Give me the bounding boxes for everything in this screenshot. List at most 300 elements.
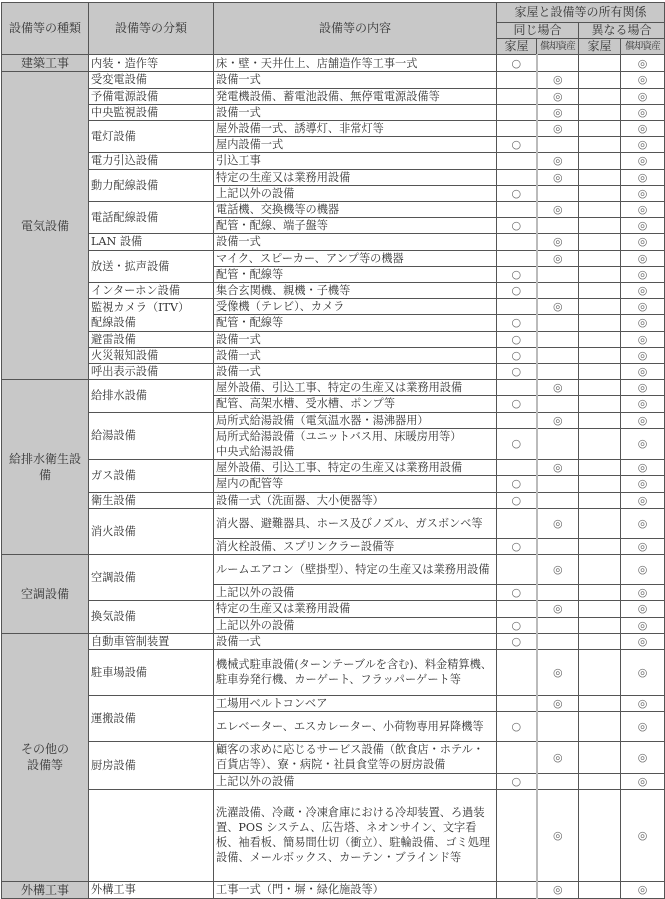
mark-same-house: ○ — [497, 538, 537, 554]
mark-same-house: ○ — [497, 476, 537, 492]
mark-same-depreciable — [537, 617, 579, 633]
equipment-category — [89, 250, 214, 282]
equipment-content — [214, 137, 497, 153]
equipment-content — [214, 202, 497, 218]
equipment-content-text: 配管・配線、端子盤等 — [216, 219, 328, 233]
equipment-type-label-line2: 設備等 — [26, 758, 63, 773]
equipment-content-text-line2: 中央式給湯設備 — [216, 445, 295, 459]
mark-diff-depreciable: ◎ — [621, 492, 665, 508]
mark-diff-depreciable: ◎ — [621, 88, 665, 104]
equipment-content — [214, 250, 497, 266]
mark-diff-depreciable: ◎ — [621, 508, 665, 538]
mark-same-house — [497, 881, 537, 898]
equipment-content-text: 屋外設備、引込工事、特定の生産又は業務用設備 — [216, 381, 463, 395]
equipment-category-label: 電話配線設備 — [91, 211, 159, 225]
equipment-content — [214, 555, 497, 585]
mark-diff-house — [579, 649, 621, 695]
table-row — [2, 55, 665, 72]
equipment-category-label: 予備電源設備 — [91, 89, 159, 103]
table-row — [2, 742, 665, 773]
equipment-content-text: 消火器、避難器具、ホース及びノズル、ガスボンベ等 — [216, 516, 483, 530]
equipment-category-label: 運搬設備 — [91, 711, 136, 725]
mark-same-house: ○ — [497, 396, 537, 412]
header-ownership: 家屋と設備等の所有関係 — [497, 3, 665, 23]
equipment-category-label: インターホン設備 — [91, 284, 181, 298]
mark-diff-house — [579, 72, 621, 88]
header-same-depreciable: 償却資産 — [537, 39, 579, 55]
equipment-category-label-line2: 配線設備 — [91, 315, 136, 329]
table-row — [2, 283, 665, 299]
mark-diff-house — [579, 169, 621, 185]
mark-same-house — [497, 742, 537, 773]
mark-diff-depreciable: ◎ — [621, 331, 665, 347]
equipment-content — [214, 169, 497, 185]
equipment-content — [214, 380, 497, 396]
mark-diff-house — [579, 712, 621, 742]
equipment-content — [214, 412, 497, 428]
mark-same-house: ○ — [497, 633, 537, 649]
equipment-type-label: 建築工事 — [20, 56, 69, 71]
equipment-content — [214, 283, 497, 299]
equipment-type — [2, 72, 89, 380]
equipment-content — [214, 428, 497, 459]
mark-same-house — [497, 508, 537, 538]
mark-diff-depreciable: ◎ — [621, 649, 665, 695]
equipment-content-text: 電話機、交換機等の機器 — [216, 203, 340, 217]
mark-diff-house — [579, 347, 621, 363]
mark-same-depreciable — [537, 266, 579, 282]
mark-same-house — [497, 153, 537, 169]
table-row — [2, 789, 665, 881]
header-diff-house: 家屋 — [579, 39, 621, 55]
equipment-category — [89, 234, 214, 250]
equipment-category-label: 空調設備 — [91, 571, 136, 585]
equipment-content-text: 設備一式 — [216, 235, 261, 249]
mark-diff-house — [579, 492, 621, 508]
equipment-content — [214, 121, 497, 137]
mark-same-house — [497, 72, 537, 88]
equipment-content — [214, 364, 497, 380]
table-row — [2, 492, 665, 508]
mark-diff-house — [579, 104, 621, 120]
mark-diff-house — [579, 234, 621, 250]
mark-diff-depreciable: ◎ — [621, 185, 665, 201]
table-row — [2, 104, 665, 120]
mark-same-depreciable: ◎ — [537, 412, 579, 428]
equipment-category-label: 給湯設備 — [91, 429, 136, 443]
mark-diff-depreciable: ◎ — [621, 266, 665, 282]
equipment-type — [2, 55, 89, 72]
equipment-content — [214, 104, 497, 120]
equipment-content-text: 上記以外の設備 — [216, 586, 295, 600]
equipment-category-label: 監視カメラ（ITV） — [91, 300, 190, 314]
equipment-content-text: 上記以外の設備 — [216, 186, 295, 200]
mark-same-depreciable — [537, 585, 579, 601]
mark-same-house — [497, 104, 537, 120]
mark-diff-house — [579, 331, 621, 347]
mark-same-house — [497, 202, 537, 218]
equipment-type-label: 空調設備 — [20, 586, 69, 601]
equipment-content — [214, 633, 497, 649]
equipment-content-text: マイク、スピーカー、アンプ等の機器 — [216, 251, 404, 265]
mark-diff-house — [579, 250, 621, 266]
mark-diff-depreciable: ◎ — [621, 315, 665, 331]
mark-same-depreciable — [537, 428, 579, 459]
mark-diff-depreciable: ◎ — [621, 299, 665, 315]
table-row — [2, 881, 665, 898]
mark-diff-house — [579, 633, 621, 649]
equipment-content-text: 配管・配線等 — [216, 316, 284, 330]
equipment-content-text: 顧客の求めに応じるサービス設備（飲食店・ホテル・百貨店等）、寮・病院・社員食堂等の厨房設備 — [216, 743, 484, 772]
mark-diff-depreciable: ◎ — [621, 283, 665, 299]
mark-diff-depreciable: ◎ — [621, 695, 665, 711]
equipment-category — [89, 695, 214, 741]
mark-same-house: ○ — [497, 283, 537, 299]
equipment-content — [214, 649, 497, 695]
mark-same-house: ○ — [497, 712, 537, 742]
table-row — [2, 331, 665, 347]
mark-same-house: ○ — [497, 137, 537, 153]
mark-same-depreciable — [537, 633, 579, 649]
mark-same-house — [497, 695, 537, 711]
equipment-content-text: 上記以外の設備 — [216, 774, 295, 788]
equipment-content — [214, 617, 497, 633]
mark-same-house: ○ — [497, 218, 537, 234]
mark-same-depreciable: ◎ — [537, 250, 579, 266]
mark-same-house: ○ — [497, 266, 537, 282]
equipment-type-label: 電気設備 — [20, 218, 69, 233]
equipment-category — [89, 789, 214, 881]
equipment-content — [214, 396, 497, 412]
equipment-category-label: 厨房設備 — [91, 758, 136, 772]
equipment-ownership-table — [1, 2, 665, 899]
equipment-category — [89, 88, 214, 104]
mark-diff-house — [579, 460, 621, 476]
mark-same-depreciable: ◎ — [537, 742, 579, 773]
mark-diff-house — [579, 283, 621, 299]
equipment-category — [89, 508, 214, 554]
mark-diff-depreciable: ◎ — [621, 72, 665, 88]
mark-same-house — [497, 299, 537, 315]
mark-diff-depreciable: ◎ — [621, 460, 665, 476]
equipment-content-text: 洗濯設備、冷蔵・冷凍倉庫における冷却装置、ろ過装置、POS システム、広告塔、ネオンサイン、文字看板、袖看板、簡易間仕切（衝立）、駐輪設備、ゴミ処理設備、メールボックス、カーテン・ブラインド等 — [216, 805, 491, 865]
mark-same-depreciable: ◎ — [537, 789, 579, 881]
table-row — [2, 649, 665, 695]
mark-same-depreciable: ◎ — [537, 121, 579, 137]
equipment-type — [2, 555, 89, 634]
mark-same-depreciable: ◎ — [537, 601, 579, 617]
equipment-category-label: 電力引込設備 — [91, 154, 159, 168]
mark-diff-house — [579, 88, 621, 104]
mark-same-house — [497, 169, 537, 185]
table-row — [2, 121, 665, 137]
mark-diff-depreciable: ◎ — [621, 476, 665, 492]
equipment-content-text: 設備一式（洗面器、大小便器等） — [216, 493, 384, 507]
mark-same-house — [497, 88, 537, 104]
mark-diff-house — [579, 508, 621, 538]
mark-diff-house — [579, 585, 621, 601]
table-row — [2, 633, 665, 649]
header-diff-depreciable: 償却資産 — [621, 39, 665, 55]
mark-same-depreciable: ◎ — [537, 299, 579, 315]
equipment-content-text: 設備一式 — [216, 365, 261, 379]
equipment-content-text: 配管・配線等 — [216, 267, 284, 281]
equipment-content — [214, 742, 497, 773]
equipment-content — [214, 476, 497, 492]
table-row — [2, 347, 665, 363]
equipment-content-text: 特定の生産又は業務用設備 — [216, 602, 351, 616]
mark-same-house: ○ — [497, 617, 537, 633]
mark-diff-house — [579, 538, 621, 554]
mark-same-depreciable: ◎ — [537, 153, 579, 169]
mark-same-house: ○ — [497, 315, 537, 331]
mark-same-depreciable — [537, 137, 579, 153]
equipment-content-text: 特定の生産又は業務用設備 — [216, 170, 351, 184]
mark-diff-house — [579, 555, 621, 585]
mark-same-depreciable: ◎ — [537, 555, 579, 585]
equipment-category — [89, 555, 214, 601]
equipment-content — [214, 508, 497, 538]
mark-same-depreciable: ◎ — [537, 508, 579, 538]
mark-diff-depreciable: ◎ — [621, 364, 665, 380]
table-row — [2, 234, 665, 250]
mark-diff-depreciable: ◎ — [621, 538, 665, 554]
equipment-content-text: 機械式駐車設備(ターンテーブルを含む)、料金精算機、駐車券発行機、カーゲート、フラッパーゲート等 — [216, 658, 492, 687]
equipment-category-label: 受変電設備 — [91, 73, 147, 87]
mark-same-depreciable: ◎ — [537, 169, 579, 185]
table-row — [2, 695, 665, 711]
mark-diff-depreciable: ◎ — [621, 250, 665, 266]
equipment-content-text: 工場用ベルトコンベア — [216, 696, 328, 710]
mark-diff-house — [579, 396, 621, 412]
mark-same-house — [497, 380, 537, 396]
mark-same-depreciable — [537, 476, 579, 492]
mark-same-depreciable: ◎ — [537, 202, 579, 218]
mark-same-depreciable — [537, 331, 579, 347]
equipment-category — [89, 202, 214, 234]
mark-diff-house — [579, 202, 621, 218]
table-row — [2, 202, 665, 218]
mark-same-depreciable: ◎ — [537, 649, 579, 695]
equipment-category-label: 自動車管制装置 — [91, 634, 170, 648]
equipment-content-text: 工事一式（門・塀・緑化施設等） — [216, 883, 384, 897]
mark-same-depreciable — [537, 773, 579, 789]
equipment-content — [214, 712, 497, 742]
equipment-content-text: 設備一式 — [216, 73, 261, 87]
mark-diff-depreciable: ◎ — [621, 396, 665, 412]
equipment-content — [214, 88, 497, 104]
equipment-category — [89, 460, 214, 492]
equipment-content-text: 設備一式 — [216, 332, 261, 346]
table-row — [2, 169, 665, 185]
equipment-category — [89, 331, 214, 347]
mark-diff-depreciable: ◎ — [621, 601, 665, 617]
equipment-category-label: 駐車場設備 — [91, 665, 147, 679]
equipment-category-label: 避雷設備 — [91, 332, 136, 346]
equipment-content-text: エレベーター、エスカレーター、小荷物専用昇降機等 — [216, 720, 484, 733]
mark-diff-house — [579, 266, 621, 282]
mark-same-house — [497, 234, 537, 250]
equipment-category-label: LAN 設備 — [91, 235, 143, 249]
equipment-category — [89, 633, 214, 649]
mark-same-house — [497, 601, 537, 617]
equipment-content — [214, 299, 497, 315]
mark-diff-house — [579, 315, 621, 331]
equipment-content — [214, 538, 497, 554]
mark-same-depreciable — [537, 315, 579, 331]
equipment-category-label: ガス設備 — [91, 469, 136, 483]
mark-same-depreciable: ◎ — [537, 234, 579, 250]
header-category: 設備等の分類 — [89, 3, 214, 55]
equipment-content — [214, 315, 497, 331]
mark-diff-depreciable: ◎ — [621, 633, 665, 649]
equipment-category-label: 衛生設備 — [91, 493, 136, 507]
mark-diff-depreciable: ◎ — [621, 153, 665, 169]
mark-diff-depreciable: ◎ — [621, 617, 665, 633]
equipment-content — [214, 585, 497, 601]
equipment-content — [214, 492, 497, 508]
mark-same-depreciable: ◎ — [537, 695, 579, 711]
mark-diff-depreciable: ◎ — [621, 555, 665, 585]
mark-same-depreciable — [537, 218, 579, 234]
mark-same-depreciable: ◎ — [537, 72, 579, 88]
mark-diff-house — [579, 428, 621, 459]
mark-same-house: ○ — [497, 185, 537, 201]
equipment-content-text: 設備一式 — [216, 348, 261, 362]
equipment-category-label: 外構工事 — [91, 883, 136, 897]
mark-diff-house — [579, 695, 621, 711]
equipment-content-text: 集合玄関機、親機・子機等 — [216, 284, 351, 298]
equipment-content — [214, 773, 497, 789]
equipment-content-text: 屋内設備一式 — [216, 138, 284, 152]
equipment-category — [89, 121, 214, 153]
mark-diff-depreciable: ◎ — [621, 55, 665, 72]
table-row — [2, 412, 665, 428]
equipment-content — [214, 185, 497, 201]
mark-same-house: ○ — [497, 55, 537, 72]
mark-same-house — [497, 412, 537, 428]
mark-same-house — [497, 121, 537, 137]
mark-diff-house — [579, 55, 621, 72]
header-different: 異なる場合 — [579, 23, 665, 39]
equipment-content-text: ルームエアコン（壁掛型）、特定の生産又は業務用設備 — [216, 562, 490, 576]
equipment-type-label: 給排水衛生設備 — [8, 452, 81, 483]
mark-diff-house — [579, 617, 621, 633]
mark-same-depreciable: ◎ — [537, 88, 579, 104]
equipment-content-text: 局所式給湯設備（電気温水器・湯沸器用） — [216, 413, 429, 427]
equipment-content — [214, 331, 497, 347]
mark-diff-house — [579, 218, 621, 234]
equipment-category-label: 電灯設備 — [91, 130, 136, 144]
mark-diff-depreciable: ◎ — [621, 789, 665, 881]
mark-diff-depreciable: ◎ — [621, 347, 665, 363]
equipment-category — [89, 380, 214, 412]
mark-same-depreciable: ◎ — [537, 104, 579, 120]
mark-diff-depreciable: ◎ — [621, 412, 665, 428]
equipment-content-text: 引込工事 — [216, 154, 261, 168]
equipment-content-text: 受像機（テレビ）、カメラ — [216, 300, 345, 314]
equipment-category — [89, 649, 214, 695]
equipment-type — [2, 633, 89, 881]
mark-diff-house — [579, 380, 621, 396]
table-row — [2, 380, 665, 396]
mark-diff-depreciable: ◎ — [621, 137, 665, 153]
mark-same-house — [497, 649, 537, 695]
equipment-category — [89, 169, 214, 201]
mark-same-depreciable — [537, 492, 579, 508]
mark-same-house: ○ — [497, 347, 537, 363]
table-row — [2, 88, 665, 104]
equipment-content — [214, 789, 497, 881]
mark-diff-depreciable: ◎ — [621, 380, 665, 396]
mark-same-house: ○ — [497, 492, 537, 508]
equipment-content-text: 配管、高架水槽、受水槽、ポンプ等 — [216, 397, 396, 411]
mark-same-house — [497, 789, 537, 881]
mark-diff-house — [579, 773, 621, 789]
equipment-content-text: 屋外設備一式、誘導灯、非常灯等 — [216, 122, 384, 136]
mark-diff-depreciable: ◎ — [621, 742, 665, 773]
equipment-category-label: 火災報知設備 — [91, 348, 159, 362]
mark-diff-depreciable: ◎ — [621, 773, 665, 789]
mark-same-depreciable — [537, 283, 579, 299]
mark-diff-house — [579, 185, 621, 201]
mark-same-depreciable: ◎ — [537, 881, 579, 898]
table-row — [2, 555, 665, 585]
equipment-content — [214, 72, 497, 88]
header-same-house: 家屋 — [497, 39, 537, 55]
equipment-content-text: 屋外設備、引込工事、特定の生産又は業務用設備 — [216, 461, 463, 475]
equipment-content-text: 消火栓設備、スプリンクラー設備等 — [216, 539, 395, 553]
equipment-content — [214, 218, 497, 234]
table-row — [2, 153, 665, 169]
mark-diff-depreciable: ◎ — [621, 234, 665, 250]
mark-diff-house — [579, 789, 621, 881]
equipment-category-label: 呼出表示設備 — [91, 365, 159, 379]
equipment-category-label: 消火設備 — [91, 524, 136, 538]
equipment-category-label: 放送・拡声設備 — [91, 259, 170, 273]
header-type: 設備等の種類 — [2, 3, 89, 55]
equipment-content-text: 上記以外の設備 — [216, 618, 295, 632]
mark-same-house — [497, 460, 537, 476]
mark-diff-depreciable: ◎ — [621, 104, 665, 120]
equipment-category — [89, 347, 214, 363]
mark-diff-depreciable: ◎ — [621, 712, 665, 742]
equipment-content-text: 屋内の配管等 — [216, 477, 284, 491]
mark-diff-house — [579, 476, 621, 492]
mark-same-house: ○ — [497, 331, 537, 347]
table-row — [2, 250, 665, 266]
equipment-type — [2, 380, 89, 555]
equipment-category-label: 換気設備 — [91, 610, 136, 624]
mark-diff-house — [579, 299, 621, 315]
mark-diff-depreciable: ◎ — [621, 218, 665, 234]
equipment-category-label: 中央監視設備 — [91, 105, 159, 119]
mark-same-depreciable — [537, 538, 579, 554]
mark-same-depreciable: ◎ — [537, 460, 579, 476]
equipment-content — [214, 153, 497, 169]
mark-diff-depreciable: ◎ — [621, 202, 665, 218]
mark-same-house — [497, 555, 537, 585]
header-content: 設備等の内容 — [214, 3, 497, 55]
equipment-content-text: 床・壁・天井仕上、店舗造作等工事一式 — [216, 56, 418, 70]
equipment-content-text: 局所式給湯設備（ユニットバス用、床暖房用等） — [216, 429, 462, 443]
equipment-content — [214, 234, 497, 250]
mark-diff-house — [579, 601, 621, 617]
equipment-category-label: 内装・造作等 — [91, 56, 159, 70]
mark-same-house: ○ — [497, 428, 537, 459]
equipment-category — [89, 364, 214, 380]
equipment-content-text: 設備一式 — [216, 105, 261, 119]
